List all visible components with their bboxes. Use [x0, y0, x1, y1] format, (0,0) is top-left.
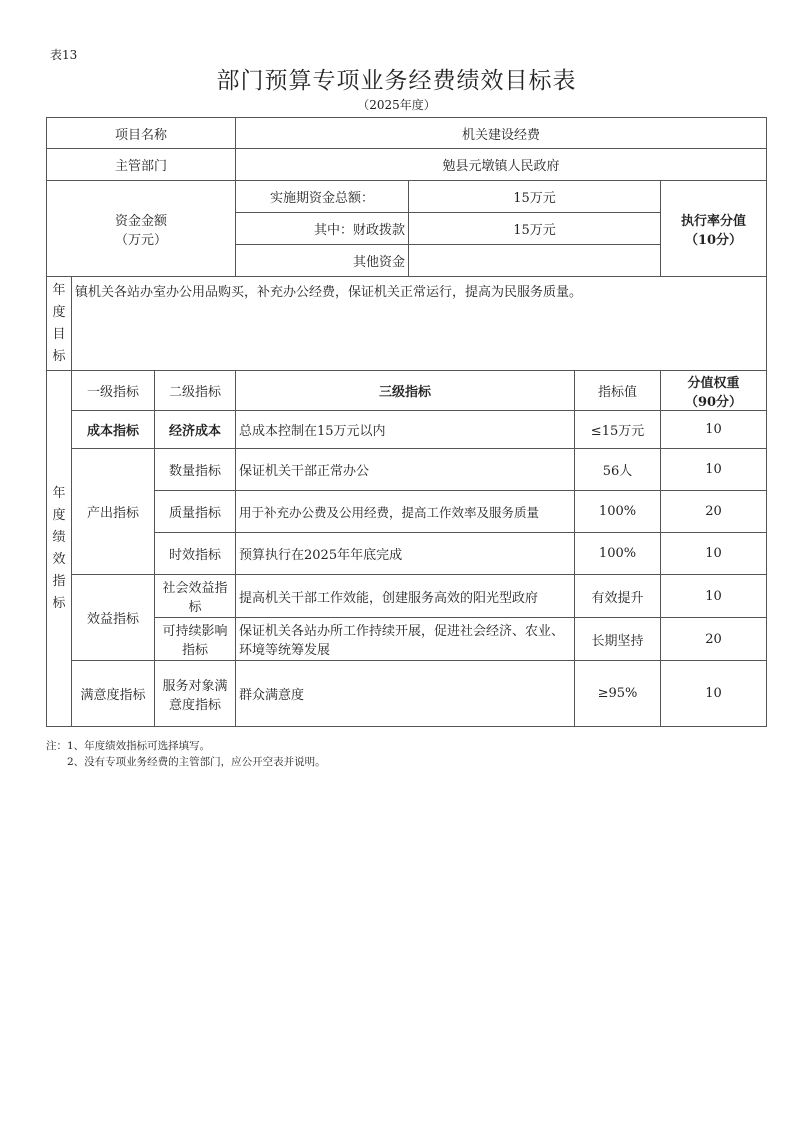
header-level3: 三级指标: [236, 371, 575, 411]
output-level2: 时效指标: [155, 533, 236, 575]
other-label: 其他资金: [236, 245, 409, 277]
output-value: 56人: [575, 449, 661, 491]
table-label: 表13: [50, 48, 78, 62]
benefit-level2: 社会效益指标: [155, 575, 236, 618]
benefit-value: 长期坚持: [575, 618, 661, 661]
table-row: [47, 449, 767, 491]
satisfaction-value: ≥95%: [575, 661, 661, 727]
satisfaction-level1: 满意度指标: [72, 661, 155, 727]
other-value: [409, 245, 661, 277]
fund-unit: （万元）: [115, 232, 168, 248]
header-weight-total: （90分）: [684, 394, 743, 410]
benefit-weight: 10: [661, 575, 767, 618]
cost-level3: 总成本控制在15万元以内: [236, 411, 575, 449]
header-weight: 分值权重: [687, 375, 740, 391]
table-row: [47, 618, 767, 661]
page-title: 部门预算专项业务经费绩效目标表: [216, 68, 577, 94]
header-level1: 一级指标: [72, 371, 155, 411]
year-label: （2025年度）: [357, 98, 436, 112]
benefit-level3: 保证机关各站办所工作持续开展，促进社会经济、农业、环境等统筹发展: [236, 618, 575, 661]
cost-value: ≤15万元: [575, 411, 661, 449]
header-level2: 二级指标: [155, 371, 236, 411]
exec-score-value: （10分）: [684, 232, 743, 248]
output-level2: 数量指标: [155, 449, 236, 491]
benefit-weight: 20: [661, 618, 767, 661]
satisfaction-weight: 10: [661, 661, 767, 727]
output-level3: 保证机关干部正常办公: [236, 449, 575, 491]
annual-goal-label: 年度目标: [47, 277, 72, 371]
project-name-label: 项目名称: [47, 118, 236, 149]
note-item: 2、没有专项业务经费的主管部门，应公开空表并说明。: [67, 756, 326, 768]
output-level3: 预算执行在2025年年底完成: [236, 533, 575, 575]
satisfaction-level2: 服务对象满意度指标: [155, 661, 236, 727]
output-weight: 10: [661, 533, 767, 575]
fund-label: 资金金额: [115, 213, 168, 229]
table-row: [47, 661, 767, 727]
indicator-section-label: 年度绩效指标: [47, 371, 72, 727]
dept-label: 主管部门: [47, 149, 236, 181]
benefit-level2: 可持续影响指标: [155, 618, 236, 661]
performance-table: [46, 117, 767, 727]
total-value: 15万元: [409, 181, 661, 213]
output-value: 100%: [575, 533, 661, 575]
header-weight-cell: [661, 371, 767, 411]
dept-value: 勉县元墩镇人民政府: [236, 149, 767, 181]
output-level1: 产出指标: [72, 449, 155, 575]
fiscal-label: 其中：财政拨款: [236, 213, 409, 245]
cost-level2: 经济成本: [155, 411, 236, 449]
cost-weight: 10: [661, 411, 767, 449]
output-weight: 10: [661, 449, 767, 491]
header-value: 指标值: [575, 371, 661, 411]
annual-goal-text: 镇机关各站办室办公用品购买，补充办公经费，保证机关正常运行，提高为民服务质量。: [72, 277, 767, 371]
notes: [46, 738, 326, 770]
table-row: [47, 533, 767, 575]
table-row: [47, 491, 767, 533]
fiscal-value: 15万元: [409, 213, 661, 245]
fund-label-cell: [47, 181, 236, 277]
table-row: [47, 575, 767, 618]
output-weight: 20: [661, 491, 767, 533]
benefit-level3: 提高机关干部工作效能，创建服务高效的阳光型政府: [236, 575, 575, 618]
satisfaction-level3: 群众满意度: [236, 661, 575, 727]
project-name-value: 机关建设经费: [236, 118, 767, 149]
output-level3: 用于补充办公费及公用经费，提高工作效率及服务质量: [236, 491, 575, 533]
total-label: 实施期资金总额：: [236, 181, 409, 213]
output-value: 100%: [575, 491, 661, 533]
output-level2: 质量指标: [155, 491, 236, 533]
exec-score-cell: [661, 181, 767, 277]
benefit-value: 有效提升: [575, 575, 661, 618]
note-item: 注：1、年度绩效指标可选择填写。: [46, 740, 211, 752]
exec-score-label: 执行率分值: [681, 213, 747, 229]
benefit-level1: 效益指标: [72, 575, 155, 661]
cost-level1: 成本指标: [72, 411, 155, 449]
